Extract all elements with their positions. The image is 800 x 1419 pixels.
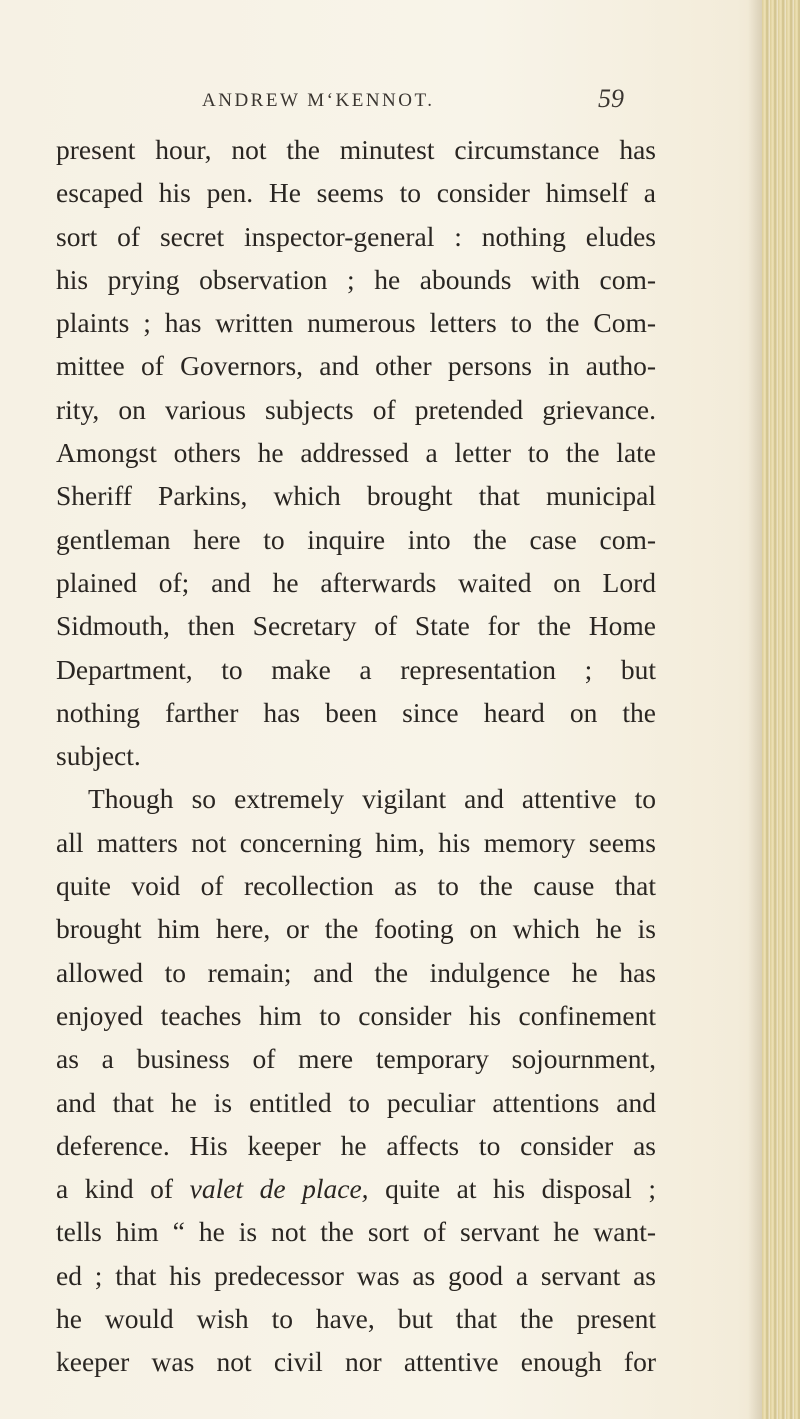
text-line: tells him “ he is not the sort of servant he want-	[56, 1216, 656, 1248]
page-number: 59	[598, 84, 624, 113]
text-line: mittee of Governors, and other persons in autho-	[56, 350, 656, 382]
text-line: deference. His keeper he affects to consider as	[56, 1129, 656, 1161]
text-line: Department, to make a representation ; but	[56, 653, 656, 685]
text-line: he would wish to have, but that the present	[56, 1303, 656, 1335]
paragraph-start-line: Though so extremely vigilant and attentive to	[88, 783, 656, 815]
text-line: ed ; that his predecessor was as good a servant as	[56, 1259, 656, 1291]
text-line: subject.	[56, 740, 141, 772]
italic-phrase: valet de place,	[189, 1173, 369, 1205]
text-line: nothing farther has been since heard on the	[56, 696, 656, 728]
binding-shadow	[748, 0, 762, 1419]
text-line: and that he is entitled to peculiar attentions and	[56, 1086, 656, 1118]
text-line: Amongst others he addressed a letter to the late	[56, 437, 656, 469]
text-line: quite void of recollection as to the cause that	[56, 870, 656, 902]
page-header	[0, 84, 800, 124]
page-edge-binding	[762, 0, 800, 1419]
text-line: escaped his pen. He seems to consider himself a	[56, 177, 656, 209]
text-line: Sidmouth, then Secretary of State for the Home	[56, 610, 656, 642]
text-line: as a business of mere temporary sojournment,	[56, 1043, 656, 1075]
text-fragment: quite at his disposal ;	[368, 1173, 656, 1205]
text-line: all matters not concerning him, his memory seems	[56, 826, 656, 858]
text-line: plaints ; has written numerous letters to the Com-	[56, 307, 656, 339]
text-line: his prying observation ; he abounds with com-	[56, 263, 656, 295]
text-line: brought him here, or the footing on which he is	[56, 913, 656, 945]
text-line: sort of secret inspector-general : nothing eludes	[56, 220, 656, 252]
text-fragment: a kind of	[56, 1173, 190, 1205]
text-line: keeper was not civil nor attentive enough for	[56, 1346, 656, 1378]
body-text	[56, 128, 656, 1384]
text-line: enjoyed teaches him to consider his confinement	[56, 999, 656, 1031]
text-line-with-italic	[56, 1167, 656, 1210]
text-line: allowed to remain; and the indulgence he has	[56, 956, 656, 988]
text-line: rity, on various subjects of pretended grievance.	[56, 393, 656, 425]
text-line: gentleman here to inquire into the case com-	[56, 523, 656, 555]
text-line: present hour, not the minutest circumstance has	[56, 134, 656, 165]
running-head: ANDREW M‘KENNOT.	[202, 90, 435, 111]
text-line: plained of; and he afterwards waited on Lord	[56, 566, 656, 598]
text-line: Sheriff Parkins, which brought that municipal	[56, 480, 656, 512]
